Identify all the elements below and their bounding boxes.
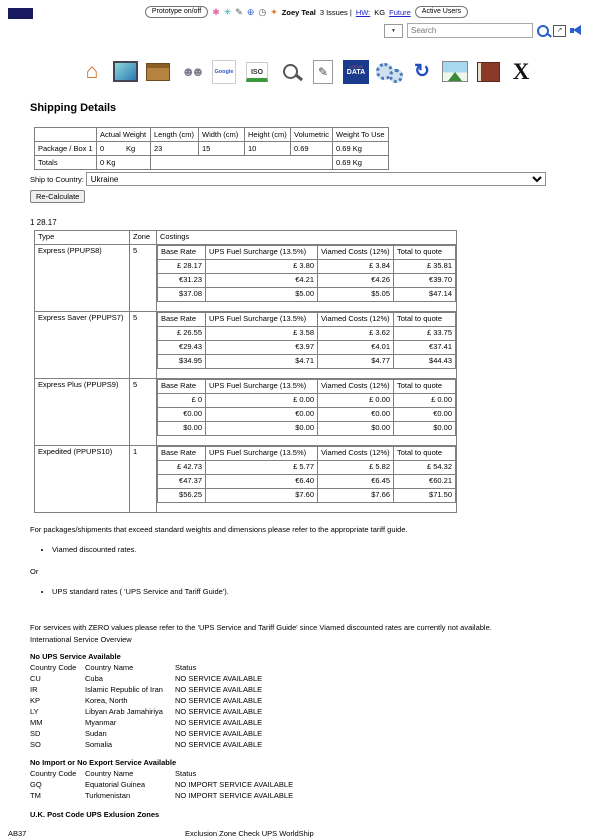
rate-cell: £ 33.75 [394, 327, 456, 341]
country-col-header: Country Code [30, 663, 77, 672]
user-name: Zoey Teal [281, 7, 316, 17]
web-icon[interactable] [112, 58, 139, 85]
country-name: Sudan [85, 729, 107, 738]
service-zone: 5 [130, 379, 157, 446]
inner-header: Base Rate [158, 380, 206, 394]
costings-table [34, 230, 457, 513]
country-col-header: Country Name [85, 769, 134, 778]
country-status: NO SERVICE AVAILABLE [175, 707, 263, 716]
exclusion-code: AB37 [8, 829, 27, 838]
service-type: Expedited (PPUPS10) [35, 446, 130, 513]
rate-cell: $5.00 [206, 288, 318, 302]
country-code: TM [30, 791, 41, 800]
zero-note: For services with ZERO values please refer to the 'UPS Service and Tariff Guide' since Viamed discounted rates are currently not available. [30, 623, 492, 632]
rate-cell: €47.37 [158, 475, 206, 489]
costings-header: Type [35, 231, 130, 245]
service-type: Express Plus (PPUPS9) [35, 379, 130, 446]
search-icon[interactable] [537, 25, 549, 37]
clock-icon[interactable]: ◷ [258, 6, 267, 17]
lotus-data-icon[interactable]: LOTUS DATA [343, 58, 370, 85]
country-status: NO IMPORT SERVICE AVAILABLE [175, 780, 294, 789]
rate-cell: $44.43 [394, 355, 456, 369]
tariff-note: For packages/shipments that exceed standard weights and dimensions please refer to the appropriate tariff guide. [30, 525, 408, 534]
inner-header: UPS Fuel Surcharge (13.5%) [206, 447, 318, 461]
country-row [30, 779, 385, 790]
service-row [35, 446, 457, 513]
rate-cell: $34.95 [158, 355, 206, 369]
rate-cell: €37.41 [394, 341, 456, 355]
speaker-icon[interactable] [570, 25, 583, 36]
rate-cell: $7.60 [206, 489, 318, 503]
rate-cell: €0.00 [318, 408, 394, 422]
rate-cell: £ 5.77 [206, 461, 318, 475]
inner-header: UPS Fuel Surcharge (13.5%) [206, 313, 318, 327]
volumetric-cell: 0.69 [291, 142, 333, 156]
country-status: NO SERVICE AVAILABLE [175, 740, 263, 749]
search-tool-icon[interactable] [277, 58, 304, 85]
costing-breakdown [157, 312, 456, 369]
home-icon[interactable]: ⌂ [85, 60, 99, 83]
rate-cell: £ 3.58 [206, 327, 318, 341]
active-users-button[interactable]: Active Users [415, 6, 468, 18]
rate-cell: $37.08 [158, 288, 206, 302]
rate-cell: £ 5.82 [318, 461, 394, 475]
costings-header-row [35, 231, 457, 245]
service-zone: 5 [130, 245, 157, 312]
new-window-icon[interactable]: ↗ [553, 25, 566, 37]
main-content [8, 102, 588, 838]
costing-breakdown [157, 379, 456, 436]
height-cell[interactable]: 10 [245, 142, 291, 156]
weights-header: Volumetric [291, 128, 333, 142]
country-status: NO SERVICE AVAILABLE [175, 729, 263, 738]
search-input[interactable] [407, 23, 533, 38]
rate-cell: $4.71 [206, 355, 318, 369]
service-zone: 1 [130, 446, 157, 513]
rate-cell: €0.00 [206, 408, 318, 422]
country-col-header: Country Name [85, 663, 134, 672]
country-header-row [30, 768, 385, 779]
rate-cell: £ 26.55 [158, 327, 206, 341]
rate-cell: €4.01 [318, 341, 394, 355]
hw-link[interactable]: HW: [355, 7, 371, 17]
rate-cell: £ 54.32 [394, 461, 456, 475]
exclusion-row [8, 829, 588, 838]
rate-cell: €0.00 [158, 408, 206, 422]
weights-header: Actual Weight [97, 128, 151, 142]
rate-cell: $0.00 [394, 422, 456, 436]
compose-icon[interactable]: ✎ [310, 58, 337, 85]
rate-cell: $4.77 [318, 355, 394, 369]
costings-header: Zone [130, 231, 157, 245]
country-code: KP [30, 696, 41, 705]
country-status: NO IMPORT SERVICE AVAILABLE [175, 791, 294, 800]
inner-header: Viamed Costs (12%) [318, 447, 394, 461]
country-name: Turkmenistan [85, 791, 131, 800]
country-row [30, 706, 385, 717]
inner-header: Base Rate [158, 313, 206, 327]
country-row [30, 739, 385, 750]
no-service-heading: No UPS Service Available [30, 652, 121, 661]
country-row [30, 695, 385, 706]
country-name: Korea, North [85, 696, 128, 705]
inner-header: Total to quote [394, 313, 456, 327]
recalculate-button[interactable]: Re-Calculate [30, 190, 85, 203]
country-code: MM [30, 718, 43, 727]
rate-cell: $7.66 [318, 489, 394, 503]
pen-icon[interactable]: ✎ [235, 6, 243, 17]
refresh-icon[interactable]: ↻ [414, 61, 430, 82]
rate-cell: £ 0.00 [206, 394, 318, 408]
costing-breakdown [157, 245, 456, 302]
inner-header: Total to quote [394, 246, 456, 260]
inner-header: Viamed Costs (12%) [318, 380, 394, 394]
rate-cell: $56.25 [158, 489, 206, 503]
package-row [35, 142, 389, 156]
users-icon[interactable]: ☻☻ [181, 64, 201, 79]
service-row [35, 379, 457, 446]
weight-to-use-cell: 0.69 Kg [333, 142, 389, 156]
country-col-header: Status [175, 769, 197, 778]
country-name: Equatorial Guinea [85, 780, 146, 789]
page-title: Shipping Details [30, 102, 117, 114]
country-code: IR [30, 685, 38, 694]
rate-cell: $0.00 [158, 422, 206, 436]
star-icon[interactable]: ✳ [223, 6, 232, 17]
search-scope-dropdown[interactable]: ▼ [384, 24, 403, 38]
flame-icon[interactable]: ✦ [270, 6, 278, 17]
rate-cell: £ 3.80 [206, 260, 318, 274]
weights-header: Weight To Use [333, 128, 389, 142]
totals-weight-to-use-cell: 0.69 Kg [333, 156, 389, 170]
rate-cell: £ 3.84 [318, 260, 394, 274]
viamed-bullet: • Viamed discounted rates. [52, 545, 588, 554]
reference-text: 1 28.17 [30, 218, 57, 227]
weights-header [35, 128, 97, 142]
rate-cell: €29.43 [158, 341, 206, 355]
totals-spacer-cell [151, 156, 333, 170]
inner-header: Base Rate [158, 447, 206, 461]
country-code: SO [30, 740, 41, 749]
costing-breakdown [157, 446, 456, 503]
ups-bullet-list [52, 587, 588, 596]
ribbon-icon[interactable]: ✱ [212, 6, 220, 17]
width-cell[interactable]: 15 [199, 142, 245, 156]
inner-header: UPS Fuel Surcharge (13.5%) [206, 246, 318, 260]
close-x-icon[interactable]: X [512, 59, 530, 84]
country-col-header: Country Code [30, 769, 77, 778]
ship-to-row [30, 172, 546, 186]
top-bar [0, 6, 613, 18]
viamed-bullet-list [52, 545, 588, 554]
inner-header: UPS Fuel Surcharge (13.5%) [206, 380, 318, 394]
rate-cell: £ 0.00 [394, 394, 456, 408]
totals-label: Totals [35, 156, 97, 170]
weights-header: Width (cm) [199, 128, 245, 142]
country-status: NO SERVICE AVAILABLE [175, 685, 263, 694]
rate-cell: $0.00 [206, 422, 318, 436]
country-col-header: Status [175, 663, 197, 672]
google-icon[interactable]: Google [211, 58, 238, 85]
weights-header-row [35, 128, 389, 142]
country-status: NO SERVICE AVAILABLE [175, 696, 263, 705]
gears-icon[interactable] [376, 58, 403, 85]
rate-cell: €0.00 [394, 408, 456, 422]
rate-cell: £ 35.81 [394, 260, 456, 274]
rate-cell: $71.50 [394, 489, 456, 503]
main-toolbar [0, 58, 613, 85]
weights-header: Length (cm) [151, 128, 199, 142]
prototype-toggle-button[interactable]: Prototype on/off [145, 6, 208, 18]
rate-cell: €60.21 [394, 475, 456, 489]
country-code: SD [30, 729, 41, 738]
service-costings-cell [157, 245, 457, 312]
country-code: LY [30, 707, 39, 716]
weights-header: Height (cm) [245, 128, 291, 142]
rate-cell: £ 42.73 [158, 461, 206, 475]
rate-cell: $47.14 [394, 288, 456, 302]
inner-header: Total to quote [394, 447, 456, 461]
issues-count: 3 Issues | [319, 7, 352, 17]
rate-cell: $0.00 [318, 422, 394, 436]
ship-to-label: Ship to Country: [30, 174, 84, 184]
service-type: Express Saver (PPUPS7) [35, 312, 130, 379]
country-name: Libyan Arab Jamahiriya [85, 707, 163, 716]
country-status: NO SERVICE AVAILABLE [175, 718, 263, 727]
rate-cell: £ 28.17 [158, 260, 206, 274]
or-text: Or [30, 567, 39, 576]
rate-cell: $5.05 [318, 288, 394, 302]
country-header-row [30, 662, 385, 673]
rate-cell: £ 3.62 [318, 327, 394, 341]
book-icon[interactable] [475, 58, 502, 85]
service-costings-cell [157, 446, 457, 513]
globe-icon[interactable]: ⊕ [246, 6, 255, 17]
image-icon[interactable] [442, 58, 469, 85]
rate-cell: €3.97 [206, 341, 318, 355]
service-row [35, 312, 457, 379]
package-label: Package / Box 1 [35, 142, 97, 156]
country-name: Cuba [85, 674, 103, 683]
totals-row [35, 156, 389, 170]
rate-cell: €6.40 [206, 475, 318, 489]
country-row [30, 728, 385, 739]
rate-cell: €39.70 [394, 274, 456, 288]
service-costings-cell [157, 312, 457, 379]
rate-cell: £ 0 [158, 394, 206, 408]
no-import-heading: No Import or No Export Service Available [30, 758, 177, 767]
country-name: Myanmar [85, 718, 117, 727]
ups-bullet: • UPS standard rates ( 'UPS Service and Tariff Guide'). [52, 587, 588, 596]
service-costings-cell [157, 379, 457, 446]
country-name: Islamic Republic of Iran [85, 685, 163, 694]
rate-cell: €4.21 [206, 274, 318, 288]
exclusion-status: Exclusion Zone Check UPS WorldShip [185, 829, 314, 838]
no-service-table [30, 662, 385, 750]
inner-header: Base Rate [158, 246, 206, 260]
kg-label: KG [374, 7, 386, 17]
country-code: GQ [30, 780, 42, 789]
exclusion-heading: U.K. Post Code UPS Exlusion Zones [30, 810, 160, 819]
country-status: NO SERVICE AVAILABLE [175, 674, 263, 683]
iso-icon[interactable]: ISO [244, 58, 271, 85]
ship-to-country-select[interactable] [86, 172, 546, 186]
rate-cell: €6.45 [318, 475, 394, 489]
inner-header: Total to quote [394, 380, 456, 394]
rate-cell: €31.23 [158, 274, 206, 288]
inner-header: Viamed Costs (12%) [318, 246, 394, 260]
inner-header: Viamed Costs (12%) [318, 313, 394, 327]
archive-icon[interactable] [145, 58, 172, 85]
country-row [30, 717, 385, 728]
country-row [30, 673, 385, 684]
actual-weight-unit: Kg [126, 144, 136, 153]
actual-weight-cell[interactable] [97, 142, 151, 156]
costings-header: Costings [157, 231, 457, 245]
totals-actual-cell: 0 Kg [97, 156, 151, 170]
country-row [30, 684, 385, 695]
country-code: CU [30, 674, 41, 683]
country-row [30, 790, 385, 801]
rate-cell: €4.26 [318, 274, 394, 288]
overview-title: International Service Overview [30, 635, 132, 644]
no-import-table [30, 768, 385, 801]
actual-weight-value[interactable]: 0 [100, 144, 105, 153]
future-link[interactable]: Future [389, 7, 411, 17]
service-zone: 5 [130, 312, 157, 379]
service-type: Express (PPUPS8) [35, 245, 130, 312]
weights-table [34, 127, 389, 170]
country-name: Somalia [85, 740, 113, 749]
service-row [35, 245, 457, 312]
rate-cell: £ 0.00 [318, 394, 394, 408]
length-cell[interactable]: 23 [151, 142, 199, 156]
search-bar [384, 23, 583, 38]
